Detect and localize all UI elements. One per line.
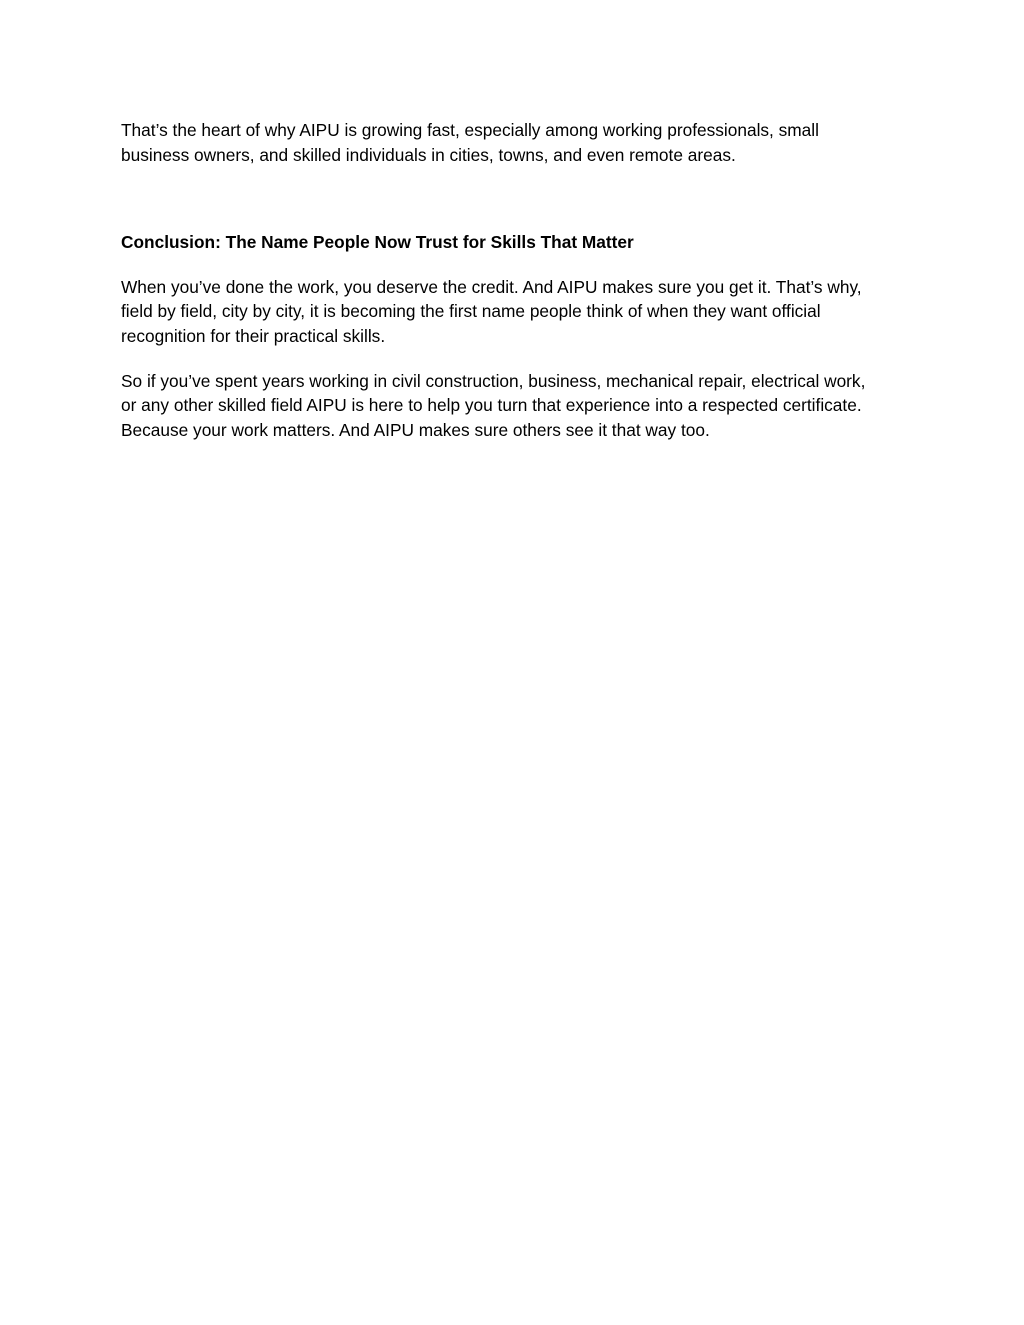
body-paragraph: When you’ve done the work, you deserve the credit. And AIPU makes sure you get it. That’s why, field by field, city by city, it is becoming the first name people think of when they want official recognition for their practical skills. (121, 276, 862, 346)
conclusion-heading: Conclusion: The Name People Now Trust for Skills That Matter (121, 232, 634, 253)
document-body (121, 118, 881, 442)
intro-paragraph: That’s the heart of why AIPU is growing fast, especially among working professionals, small business owners, and skilled individuals in cities, towns, and even remote areas. (121, 120, 819, 165)
body-paragraph: So if you’ve spent years working in civil construction, business, mechanical repair, electrical work, or any other skilled field AIPU is here to help you turn that experience into a respected certificate. Because your work matters. And AIPU makes sure others see it that way too. (121, 370, 866, 440)
